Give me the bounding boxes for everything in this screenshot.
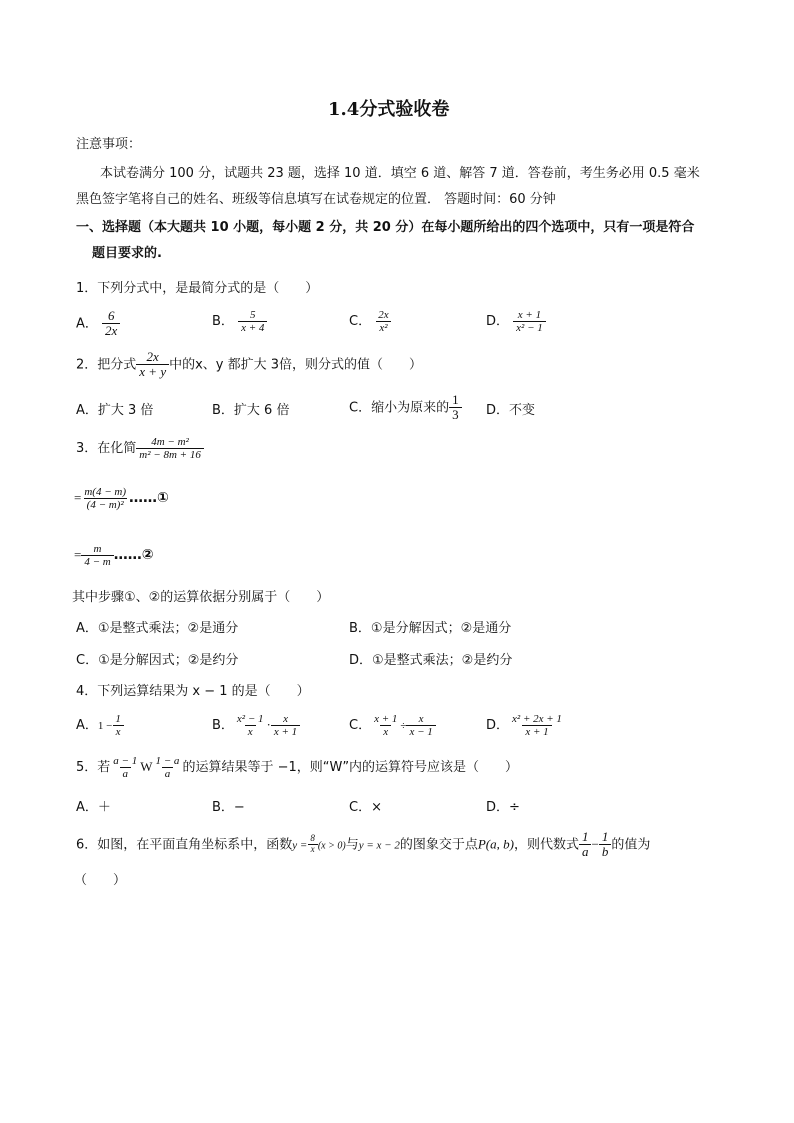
section-heading-line-2: 题目要求的. — [92, 246, 162, 261]
q5-option-d: D．÷ — [486, 800, 520, 815]
q5-stem: 5．若 $\frac{a - 1}{a}$ W $\frac{1 - a}{a}$ 的运算结果等于 −1，则“W”内的运算符号应该是（ ） — [76, 755, 519, 781]
q3-option-b: B．①是分解因式；②是通分 — [349, 621, 512, 636]
q4-option-c: C． $\frac{x + 1}{x}$ ÷ $\frac{x}{x - 1}$ — [349, 713, 436, 738]
q3-option-d: D．①是整式乘法；②是约分 — [349, 653, 513, 668]
section-heading-line-1: 一、选择题（本大题共 10 小题，每小题 2 分，共 20 分）在每小题所给出的四个选项中，只有一项是符合 — [76, 220, 695, 235]
q3-step-1: = $\frac{m(4 - m)}{\text{(4 − m)²}}$ ……① — [74, 486, 169, 512]
q3-step-2: = $\frac{m}{4 - m}$ ……② — [74, 543, 154, 569]
q2-option-c: C．缩小为原来的 $\frac{1}{3}$ — [349, 393, 462, 423]
q6-stem: 6．如图，在平面直角坐标系中，函数y = $\frac{8}{x}$ (x > 0)与y = x − 2的图象交于点P(a, b)，则代数式 $\frac{1}{a}$ − $\frac{1}{b}$ 的值为 — [76, 829, 651, 860]
q3-option-a: A．①是整式乘法；②是通分 — [76, 621, 239, 636]
notice-line-1: 本试卷满分 100 分，试题共 23 题，选择 10 道．填空 6 道、解答 7 道．答卷前，考生务必用 0.5 毫米 — [100, 166, 700, 181]
q4-stem: 4．下列运算结果为 x − 1 的是（ ） — [76, 684, 310, 699]
q3-stem: 3．在化简 $\frac{\text{4m − m²}}{\text{m² − 8m + 16}}$ — [76, 436, 204, 461]
q1-option-d: D． $\frac{x + 1}{\text{x² − 1}}$ — [486, 309, 546, 334]
q2-option-b: B．扩大 6 倍 — [212, 403, 290, 418]
q1-option-c: C． $\frac{2x}{\text{x²}}$ — [349, 309, 389, 335]
q4-option-b: B． $\frac{\text{x² − 1}}{x}$ · $\frac{x}{x + 1}$ — [212, 713, 300, 738]
q1-option-b: B． $\frac{5}{x + 4}$ — [212, 309, 267, 334]
notice-line-2: 黑色签字笔将自己的姓名、班级等信息填写在试卷规定的位置． 答题时间：60 分钟 — [76, 192, 556, 207]
q2-option-a: A．扩大 3 倍 — [76, 403, 154, 418]
q1-stem: 1．下列分式中，是最简分式的是（ ） — [76, 281, 319, 296]
q1-option-a: A． $\frac{6}{2x}$ — [76, 309, 120, 339]
q6-answer-paren: （ ） — [74, 873, 127, 888]
q4-option-a: A．1 − $\frac{1}{x}$ — [76, 713, 124, 738]
q2-stem: 2．把分式 $\frac{2x}{x + y}$ 中的x、y 都扩大 3倍，则分式的值（ ） — [76, 349, 423, 380]
q5-option-c: C．× — [349, 800, 382, 815]
q4-option-d: D． $\frac{\text{x² + 2x + 1}}{x + 1}$ — [486, 713, 562, 739]
notice-heading: 注意事项： — [76, 137, 142, 152]
q3-question: 其中步骤①、②的运算依据分别属于（ ） — [72, 590, 330, 605]
q2-option-d: D．不变 — [486, 403, 536, 418]
q5-option-a: A．＋ — [76, 800, 111, 815]
page-title: 1.4分式验收卷 — [328, 99, 450, 120]
q5-option-b: B．− — [212, 800, 245, 815]
q3-option-c: C．①是分解因式；②是约分 — [76, 653, 239, 668]
